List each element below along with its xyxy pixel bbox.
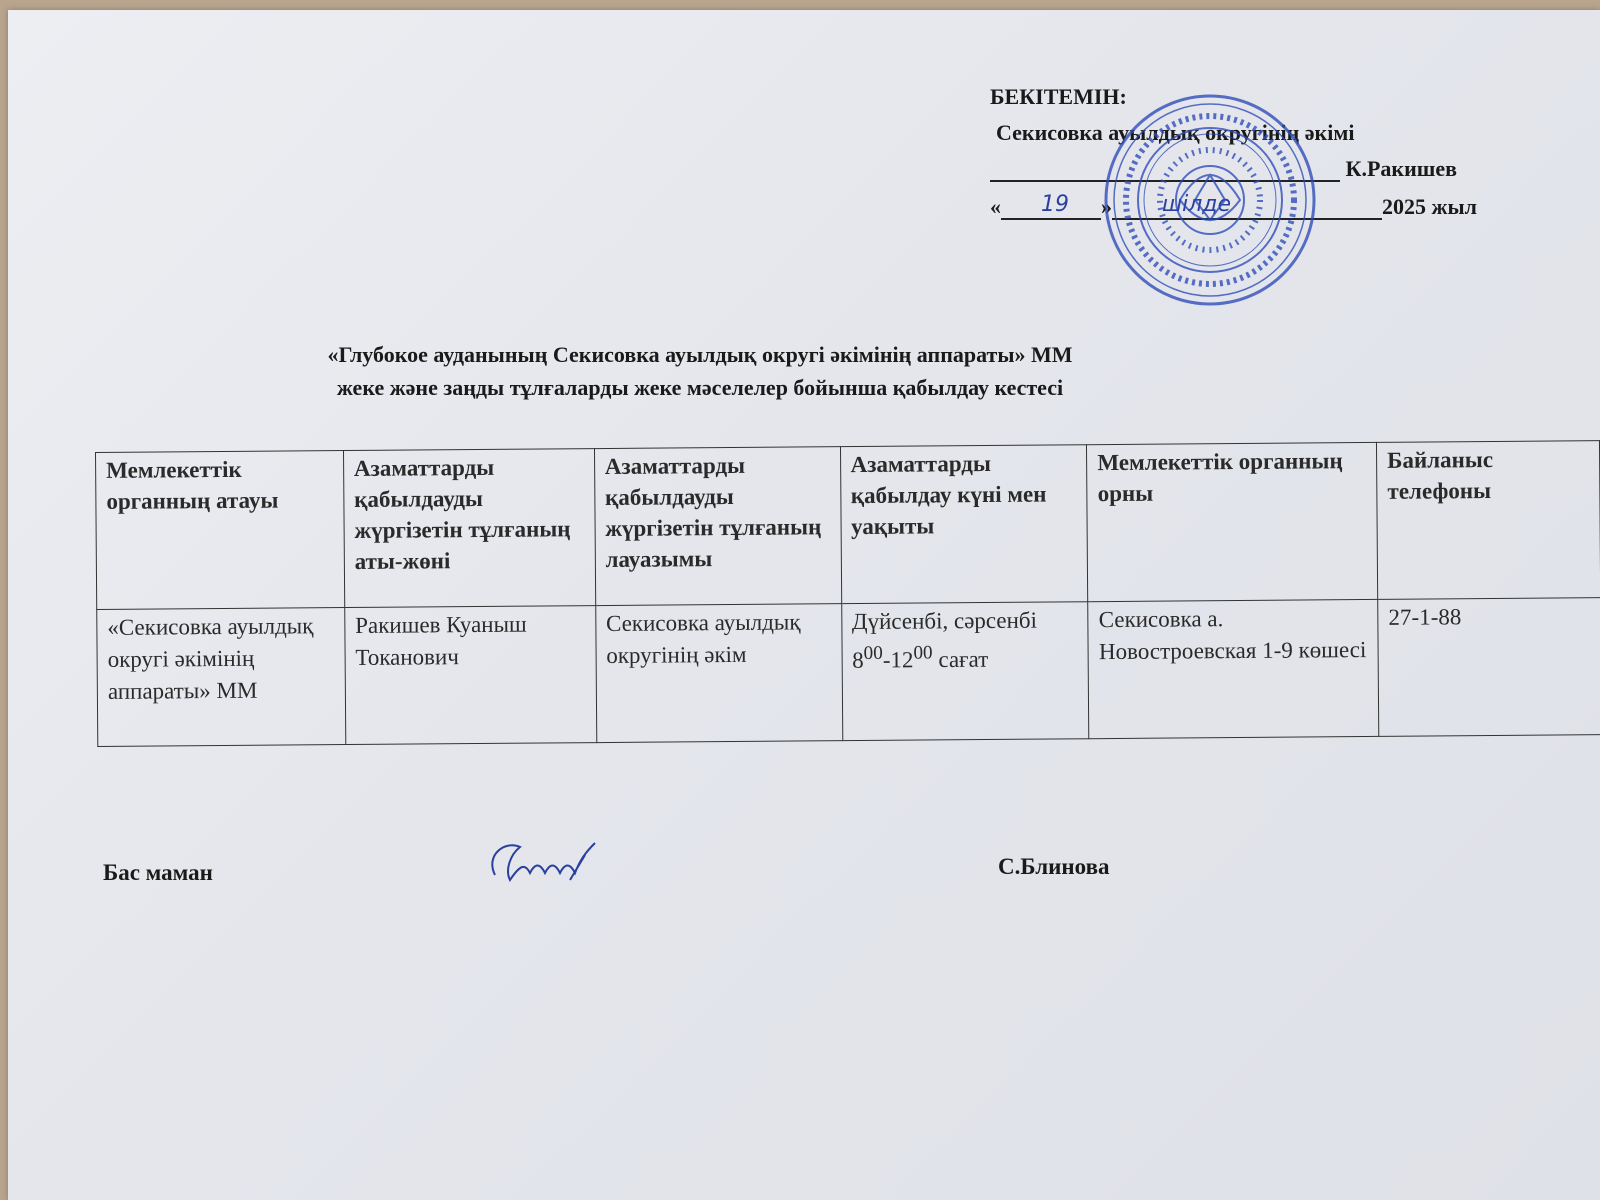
col-header-phone: Байланыс телефоны: [1377, 441, 1600, 600]
schedule-time: $8^{00}-12^{00}$ сағат: [852, 642, 989, 673]
date-close-quote: »: [1101, 194, 1112, 219]
col-header-location: Мемлекеттік органның орны: [1087, 442, 1378, 601]
date-day-line: [1001, 192, 1101, 220]
reception-schedule-table: [95, 440, 1600, 747]
col-header-schedule: Азаматтарды қабылдау күні мен уақыты: [840, 445, 1088, 604]
cell-org: «Секисовка ауылдық округі әкімінің аппараты» ММ: [97, 608, 346, 747]
col-header-org: Мемлекеттік органның атауы: [96, 451, 345, 610]
date-month: шілде: [1162, 192, 1232, 217]
date-year: 2025 жыл: [1382, 194, 1477, 219]
approval-position: Секисовка ауылдық округінің әкімі: [996, 120, 1355, 145]
footer-role: Бас маман: [103, 860, 213, 885]
date-day: 19: [1041, 192, 1069, 217]
title-line-1: «Глубокое ауданының Секисовка ауылдық округі әкімінің аппараты» ММ: [327, 342, 1073, 367]
footer-name: С.Блинова: [998, 854, 1110, 879]
cell-phone: 27-1-88: [1378, 598, 1600, 737]
signature-icon: [480, 835, 610, 895]
official-stamp-icon: [1100, 90, 1320, 310]
date-open-quote: «: [990, 194, 1001, 219]
col-header-position: Азаматтарды қабылдауды жүргізетін тұлғаның лауазымы: [594, 447, 841, 606]
table-header-row: [96, 441, 1600, 610]
approval-heading: БЕКІТЕМІН:: [990, 84, 1127, 109]
table-row: [97, 598, 1600, 747]
cell-person: Ракишев Куаныш Токанович: [345, 606, 597, 745]
schedule-days: Дүйсенбі, сәрсенбі: [851, 607, 1038, 635]
cell-position: Секисовка ауылдық округінің әкім: [595, 604, 842, 743]
col-header-person: Азаматтарды қабылдауды жүргізетін тұлғаның аты-жөні: [343, 449, 595, 608]
approval-name: К.Ракишев: [1345, 156, 1457, 181]
document-title: [200, 338, 1200, 404]
cell-schedule: [841, 602, 1089, 741]
cell-location: Секисовка а. Новостроевская 1-9 көшесі: [1088, 599, 1379, 738]
title-line-2: жеке және заңды тұлғаларды жеке мәселелер бойынша қабылдау кестесі: [336, 375, 1064, 400]
